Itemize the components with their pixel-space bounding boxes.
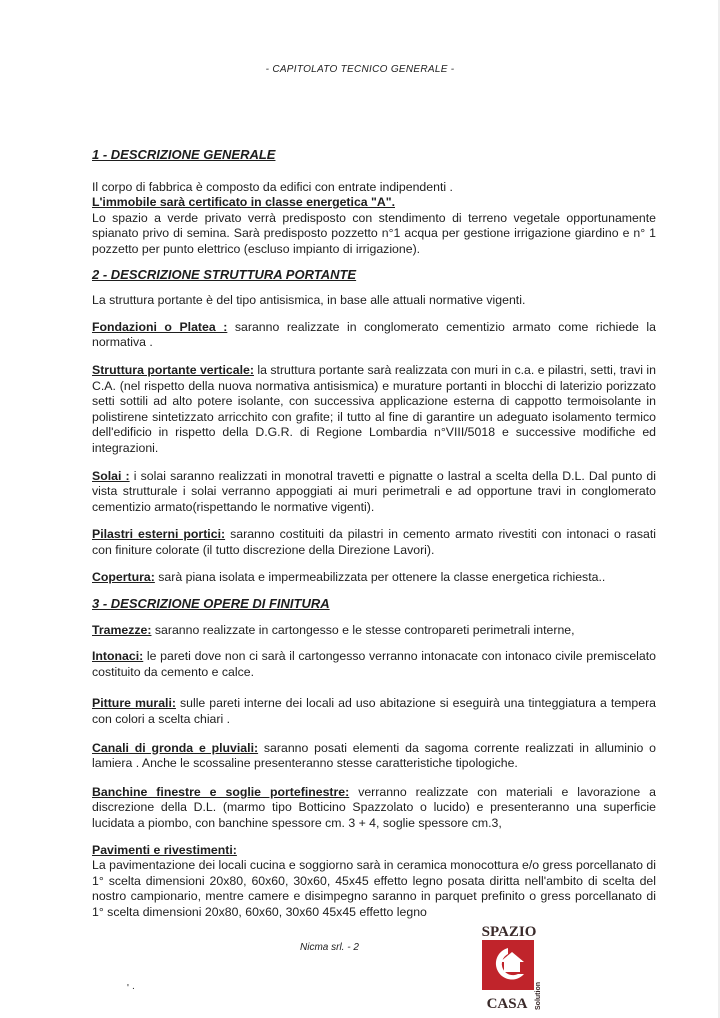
- s1-energy-class: L'immobile sarà certificato in classe energetica "A".: [92, 195, 395, 210]
- s2-item-solai: [92, 469, 656, 516]
- logo-top-text: SPAZIO: [481, 924, 537, 940]
- item-text: sarà piana isolata e impermeabilizzata per ottenere la classe energetica richiesta..: [154, 570, 606, 585]
- page-header: - CAPITOLATO TECNICO GENERALE -: [265, 64, 455, 75]
- stray-mark: ' ·: [127, 983, 136, 994]
- item-label: Canali di gronda e pluviali:: [92, 740, 259, 755]
- item-label: Fondazioni o Platea :: [92, 319, 228, 334]
- s3-item-tramezze: [92, 623, 656, 639]
- item-text: saranno costituiti da pilastri in cemento armato rivestiti con intonaci o rasati con finiture colorate (il tutto discrezione della Direzione Lavori).: [92, 527, 656, 557]
- item-text: saranno realizzate in cartongesso e le stesse contropareti perimetrali interne,: [151, 622, 575, 637]
- s3-item-pitture: [92, 696, 656, 727]
- s2-intro: La struttura portante è del tipo antisismica, in base alle attuali normative vigenti.: [92, 293, 526, 308]
- s3-pavimenti-text: La pavimentazione dei locali cucina e soggiorno sarà in ceramica monocottura e/o gress porcellanato di 1° scelta dimensioni 20x80, 60x60, 30x60, 45x45 effetto legno posata diritta nell'ambito di scelta del nostro campionario, mentre camere e disimpegno saranno in parquet prefinito o gress porcellanato di 1° scelta dimensioni 20x80, 60x60, 30x60 45x45 effetto legno: [92, 858, 656, 919]
- document-body: [92, 147, 656, 921]
- spazio-casa-logo: [480, 922, 544, 1014]
- item-label: Banchine finestre e soglie portefinestre:: [92, 784, 350, 799]
- section-1-title: 1 - DESCRIZIONE GENERALE: [92, 147, 276, 162]
- s2-item-pilastri: [92, 527, 656, 558]
- page-footer: Nicma srl. - 2: [300, 942, 359, 953]
- section-3-title: 3 - DESCRIZIONE OPERE DI FINITURA: [92, 596, 330, 612]
- logo-side-text: Solution: [535, 982, 542, 1010]
- s3-item-intonaci: [92, 649, 656, 680]
- s2-item-copertura: [92, 570, 656, 586]
- s1-paragraph-3: Lo spazio a verde privato verrà predisposto con stendimento di terreno vegetale opportunamente spianato privo di semina. Sarà predisposto pozzetto n°1 acqua per gestione irrigazione giardino e n° 1 pozzetto per punto elettrico (escluso impianto di irrigazione).: [92, 210, 656, 256]
- s3-item-banchine: [92, 785, 656, 832]
- item-label: Pilastri esterni portici:: [92, 527, 226, 542]
- item-label: Struttura portante verticale:: [92, 362, 254, 377]
- s3-pavimenti-label: Pavimenti e rivestimenti:: [92, 842, 237, 857]
- item-text: sulle pareti interne dei locali ad uso abitazione si eseguirà una tinteggiatura a tempera con colori a scelta chiari .: [92, 696, 657, 727]
- section-2-title: 2 - DESCRIZIONE STRUTTURA PORTANTE: [92, 266, 357, 282]
- s3-item-canali: [92, 741, 656, 772]
- item-text: saranno posati elementi da sagoma corrente realizzati in alluminio o lamiera . Anche le scossaline presenteranno stesse caratteristiche tipologiche.: [92, 740, 657, 771]
- s2-item-fondazioni: [92, 320, 656, 351]
- item-text: la struttura portante sarà realizzata con muri in c.a. e pilastri, setti, travi in C.A. (nel rispetto della nuova normativa antisismica) e murature portanti in blocchi di laterizio porizzato setti sottili ad alto potere isolante, con successiva applicazione esterna di cappotto termoisolante in polistirene sintetizzato arricchito con grafite; il tutto al fine di garantire un adeguato isolamento termico dell'edificio in rispetto della D.G.R. di Regione Lombardia n°VIII/5018 e successive modifiche ed integrazioni.: [92, 362, 656, 455]
- item-text: verranno realizzate con materiali e lavorazione a discrezione della D.L. (marmo tipo Botticino Spazzolato o lucido) e presenteranno una superficie lucidata a piombo, con banchine spessore cm. 3 + 4, soglie spessore cm.3,: [92, 784, 656, 830]
- logo-bottom-text: CASA: [486, 996, 528, 1012]
- item-label: Copertura:: [92, 570, 155, 585]
- item-label: Pitture murali:: [92, 696, 176, 711]
- item-text: saranno realizzate in conglomerato cementizio armato come richiede la normativa .: [92, 319, 656, 350]
- item-label: Intonaci:: [92, 649, 144, 664]
- item-label: Tramezze:: [92, 622, 152, 637]
- item-label: Solai :: [92, 468, 130, 483]
- s2-item-struttura: [92, 363, 656, 457]
- s1-paragraph-1: Il corpo di fabbrica è composto da edifici con entrate indipendenti .: [92, 179, 453, 194]
- item-text: i solai saranno realizzati in monotral travetti e pignatte o lastral a scelta della D.L. Dal punto di vista strutturale i solai verranno appoggiati ai muri perimetrali e ad opportune travi in conglomerato cementizio armato(rispettando le normative vigenti).: [92, 468, 656, 514]
- item-text: le pareti dove non ci sarà il cartongesso verranno intonacate con intonaco civile premiscelato costituito da cemento e calce.: [92, 649, 656, 679]
